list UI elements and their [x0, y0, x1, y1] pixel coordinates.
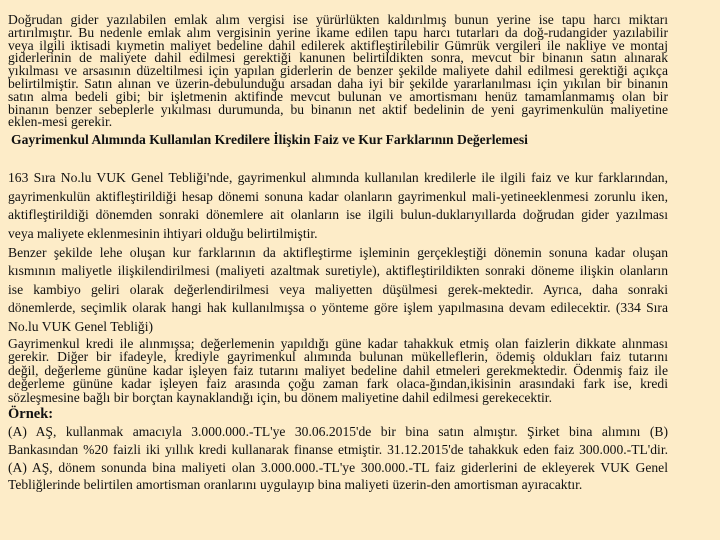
text-line: yıkılması ve arsasının düzeltilmesi için yapılan giderlerin de benzer şekilde maliyete dahil edilmesi gerektiği açıkça [8, 63, 668, 79]
paragraph-real-estate-tax [8, 14, 668, 129]
text-line: veya maliyete eklenmesinin ihtiyari olduğu belirtilmiştir. [8, 225, 318, 241]
text-line: veya ilgili iktisadi kıymetin maliyet bedeline dahil edilerek aktifleştirilebilir Gümrük vergileri ile nakliye ve montaj [8, 37, 668, 53]
text-line: ise kambiyo geliri olarak değerlendirilmesi veya maliyetten düşülmesi gerek-mektedir. Ayrıca, daha sonraki [8, 281, 668, 297]
text-line: Bankasından %20 faizli iki yıllık kredi kullanarak finanse etmiştir. 31.12.2015'de tahakkuk eden faiz 300.000.-TL'dir. [8, 442, 668, 458]
text-line: aktifleştirildiği dönemden sonraki dönemlere ait olanların ise ilgili bulun-duklarıyıllarda doğrudan gider yazılması [8, 207, 668, 223]
text-line: No.lu VUK Genel Tebliği) [8, 318, 154, 334]
paragraph-vuk-communique [8, 169, 668, 336]
paragraph-credit-interest [8, 337, 668, 405]
text-line: değil, değerleme gününe kadar işleyen faiz tutarını maliyet bedeline dahil etmeleri gerekmektedir. Ödenmiş faiz ile [8, 362, 668, 378]
text-line: satın alma bedeli gibi; bir işletmenin aktifinde mevcut bulunan ve amortismanı henüz tamamlanmamış olan bir [8, 88, 668, 104]
text-line: Doğrudan gider yazılabilen emlak alım vergisi ise yürürlükten kaldırılmış bunun yerine ise tapu harcı miktarı [8, 12, 668, 27]
text-line: değerleme gününe kadar işleyen faiz arasında çoğu zaman fark olaca-ğından,ikisinin arasındaki fark ise, kredi [8, 376, 668, 392]
text-line: Tebliğlerinde belirtilen amortisman oranlarını uygulayıp bina maliyeti üzerin-den amortisman ayıracaktır. [8, 477, 583, 493]
text-line: artırılmıştır. Bu nedenle emlak alım vergisinin yerine ikame edilen tapu harcı tutarları da doğ-rudangider yazılabilir [8, 24, 668, 40]
text-line: gerekir. Diğer bir ifadeyle, krediyle gayrimenkul alımında bulunan mükelleflerin, ödemiş oldukları faiz tutarını [8, 349, 668, 365]
document [8, 14, 668, 494]
text-line: giderlerinin de maliyete dahil edilmesi gerektiği kanunen belirtildikten sonra, mevcut bir binanın satın alınarak [8, 50, 668, 66]
text-line: (A) AŞ, kullanmak amacıyla 3.000.000.-TL'ye 30.06.2015'de bir bina satın almıştır. Şirket bina alımını (B) [8, 424, 668, 440]
text-line: binanın benzer sebeplerle yıkılması durumunda, bu binanın net aktif bedelinin de yeni gayrimenkulün maliyetine [8, 101, 668, 117]
section-heading: Gayrimenkul Alımında Kullanılan Kredilere İlişkin Faiz ve Kur Farklarının Değerlemesi [11, 132, 528, 148]
text-line: dönemlerde, seçimlik olarak hangi hak kullanılmışsa o yönteme göre işlem yapılmasına devam edilecektir. (334 Sıra [8, 300, 668, 316]
text-line: (A) AŞ, dönem sonunda bina maliyeti olan 3.000.000.-TL'ye 300.000.-TL faiz giderlerini de ekleyerek VUK Genel [8, 459, 668, 475]
paragraph-example [8, 423, 668, 493]
text-line: kısmının maliyetle ilişkilendirilmesi (maliyeti azaltmak suretiyle), aktifleştirildikten sonraki döneme ilişkin olanların [8, 263, 668, 279]
text-line: Benzer şekilde lehe oluşan kur farklarının da aktifleştirme işleminin gerçekleştiği dönemin sonuna kadar oluşan [8, 244, 668, 260]
text-line: sözleşmesine bağlı bir borçtan kaynaklandığı için, bu dönem maliyetine dahil edilmesi gerekecektir. [8, 389, 552, 405]
example-title: Örnek: [8, 406, 54, 423]
text-line: 163 Sıra No.lu VUK Genel Tebliği'nde, gayrimenkul alımında kullanılan kredilerle ile ilgili faiz ve kur farklarından, [8, 170, 668, 186]
text-line: belirtilmiştir. Satın alınan ve üzerin-debulunduğu arsadan daha iyi bir şekilde yararlanılması için yıkılan bir binanın [8, 75, 668, 91]
text-line: Gayrimenkul kredi ile alınmışsa; değerlemenin yapıldığı güne kadar tahakkuk etmiş olan faizlerin dikkate alınması [8, 335, 668, 351]
text-line: gayrimenkulün aktifleştirildiği hesap dönemi sonuna kadar olanların gayrimenkul mali-yetineeklenmesi zorunlu iken, [8, 188, 668, 204]
text-line: eklen-mesi gerekir. [8, 114, 113, 130]
